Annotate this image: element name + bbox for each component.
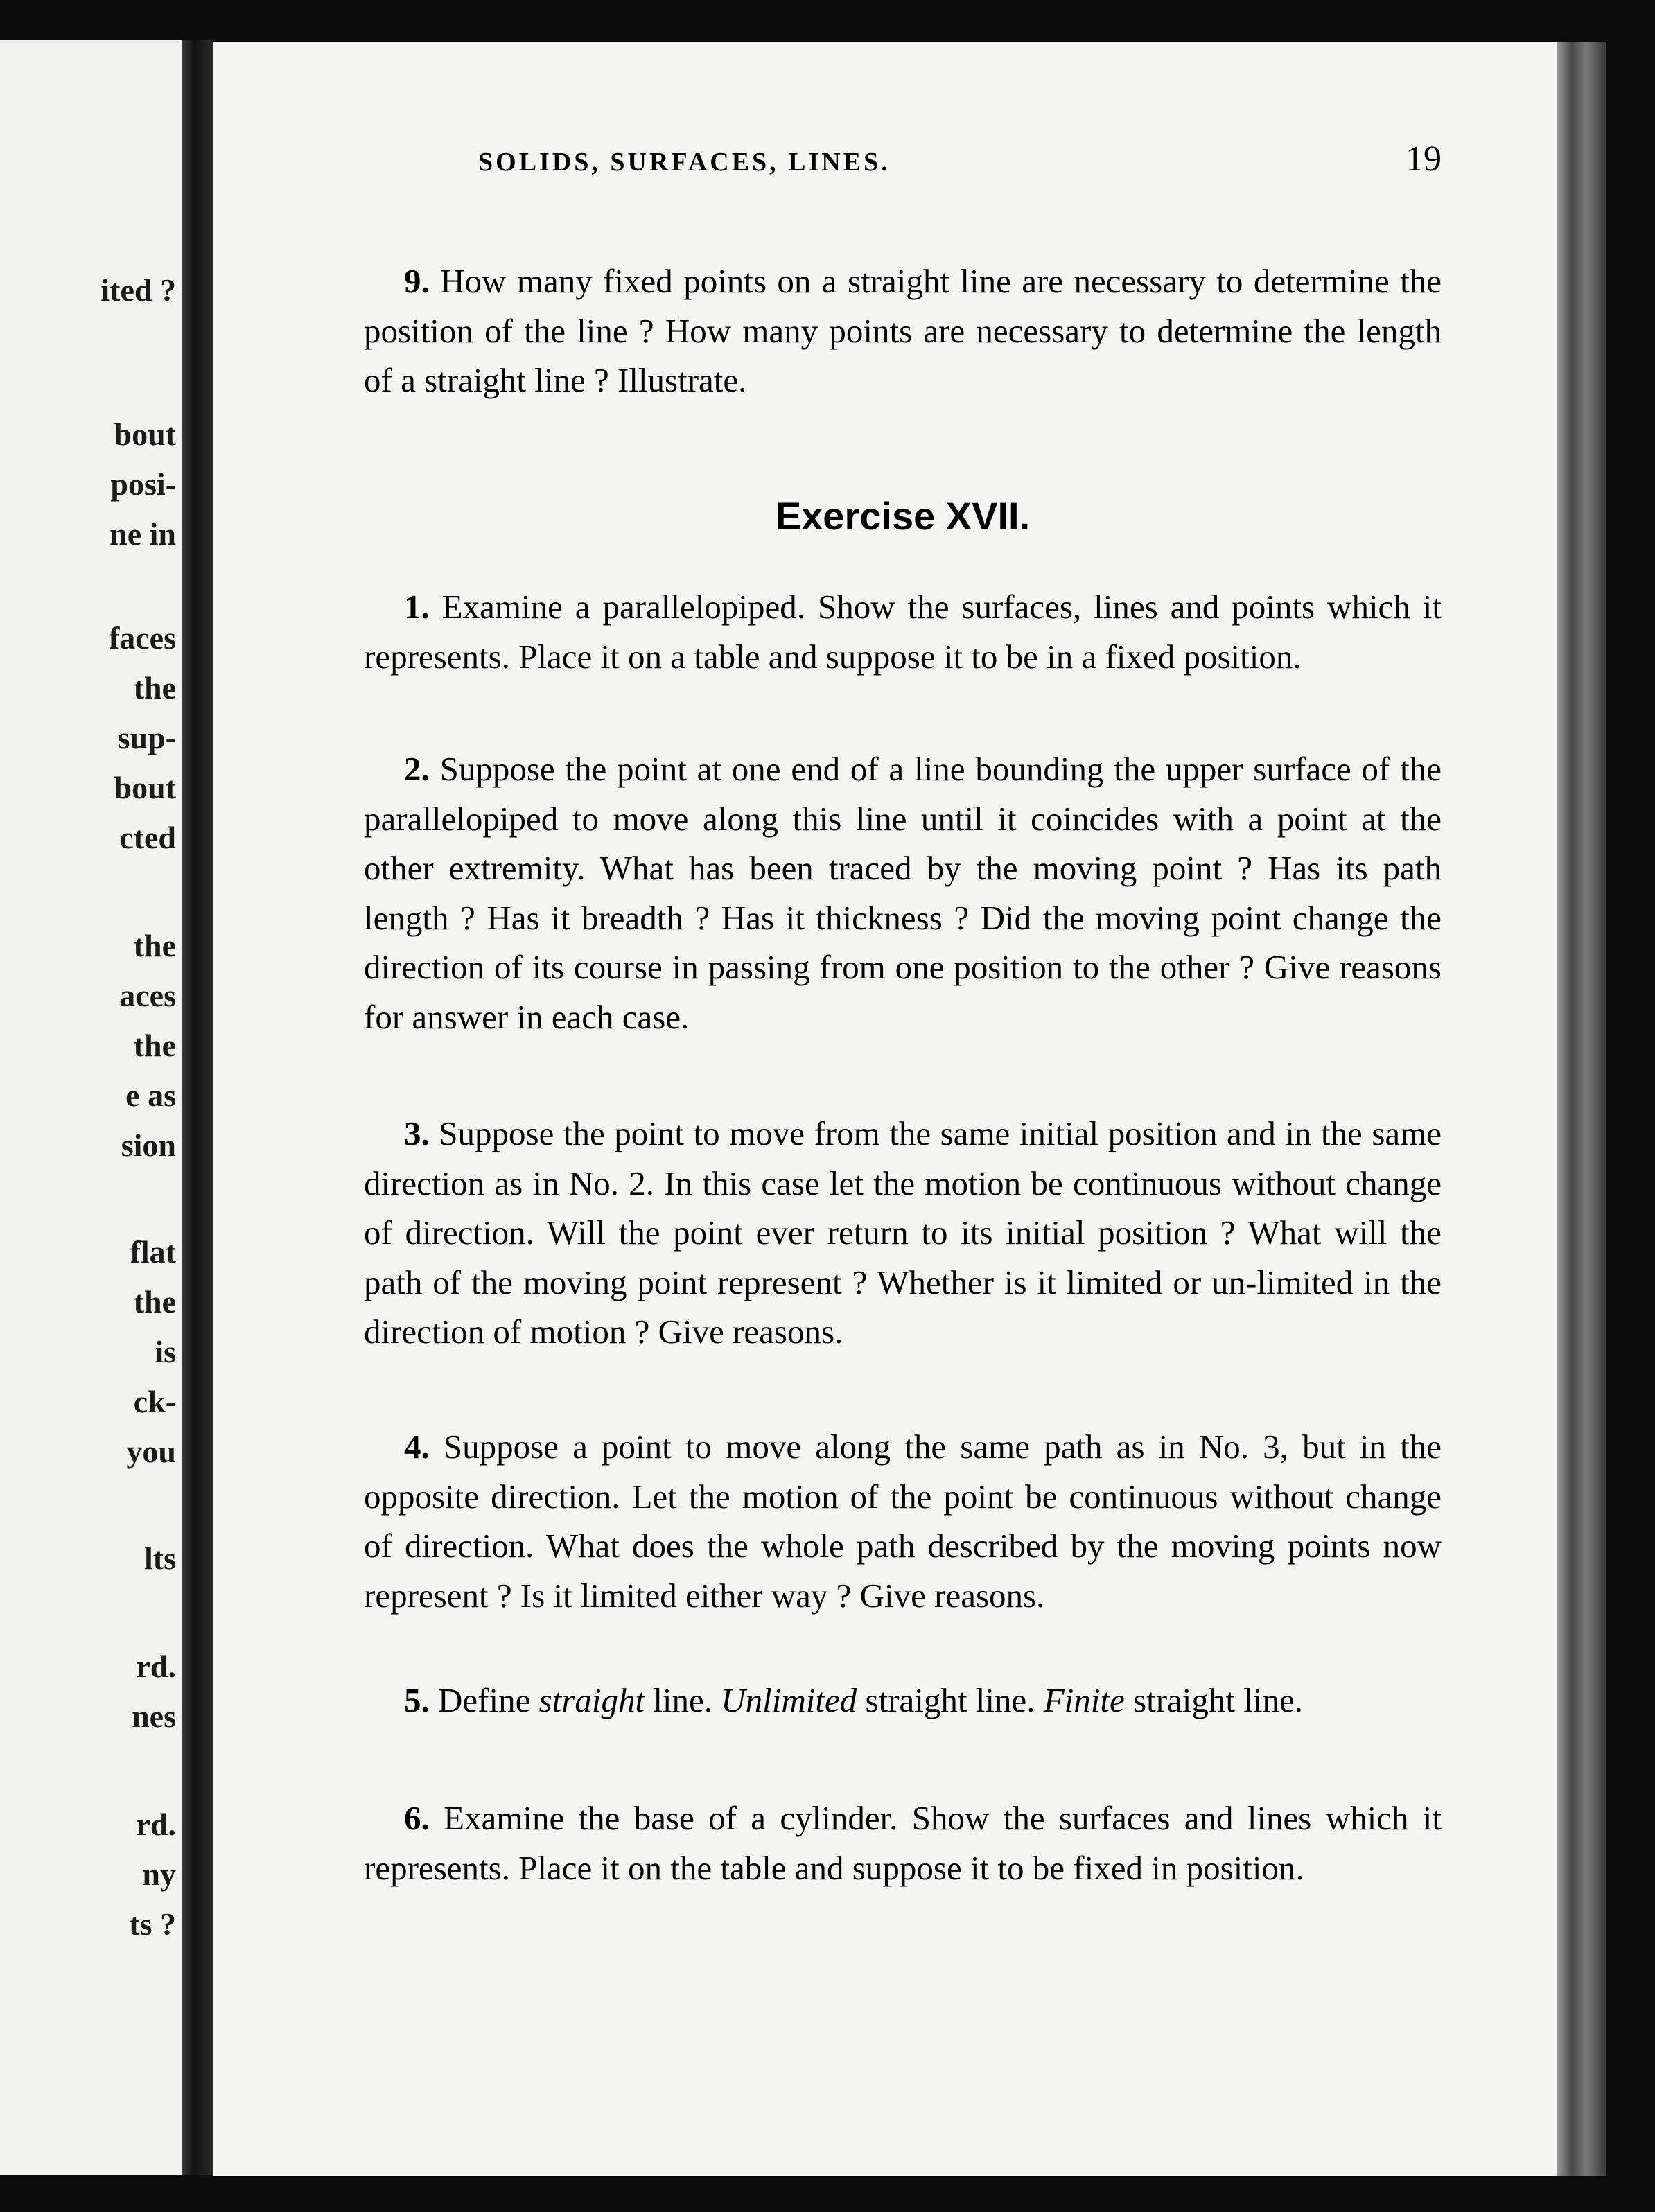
facing-page-line: ny — [142, 1857, 176, 1892]
facing-page-line: nes — [132, 1698, 176, 1734]
item-number: 5. — [404, 1681, 430, 1719]
facing-page-line: the — [133, 1028, 176, 1063]
item-italic: Unlimited — [721, 1681, 857, 1719]
running-head — [478, 139, 1442, 194]
facing-page-line: faces — [108, 620, 176, 656]
facing-page-line: bout — [114, 770, 176, 805]
item-number: 1. — [404, 588, 430, 626]
exercise-item — [364, 1422, 1442, 1620]
item-text: Examine the base of a cylinder. Show the surfaces and lines which it represents. Place it on the table and suppose it to be fixed in position. — [364, 1799, 1442, 1887]
facing-page-line: ne in — [110, 516, 176, 552]
item-text: straight line. — [865, 1681, 1035, 1719]
facing-page-line: sup- — [117, 720, 176, 755]
item-text: Suppose the point to move from the same initial position and in the same direction as in No. 2. In this case let the motion be continuous without change of direction. Will the point ever return to its initial position ? What will the path of the moving point represent ? Whether is it limited or un-limited in the direction of motion ? Give reasons. — [364, 1114, 1442, 1351]
question-number: 9. — [404, 262, 430, 300]
facing-page-line: cted — [119, 820, 176, 855]
facing-page-line: ck- — [133, 1384, 176, 1419]
facing-page-line: ts ? — [129, 1906, 176, 1942]
item-italic: Finite — [1043, 1681, 1125, 1719]
item-number: 2. — [404, 750, 430, 788]
facing-page-line: the — [133, 1284, 176, 1319]
item-italic: straight — [538, 1681, 645, 1719]
exercise-item — [364, 1793, 1442, 1893]
exercise-item — [364, 1109, 1442, 1357]
facing-page-line: sion — [121, 1127, 176, 1163]
exercise-heading: Exercise XVII. — [775, 494, 1031, 538]
item-text: Examine a parallelopiped. Show the surfaces, lines and points which it represents. Place it on a table and suppose it to be in a fixed position. — [364, 588, 1442, 676]
item-text: Suppose the point at one end of a line bounding the upper surface of the parallelopiped to move along this line until it coincides with a point at the other extremity. What has been traced by the moving point ? Has its path length ? Has it breadth ? Has it thickness ? Did the moving point change the direction of its course in passing from one position to the other ? Give reasons for answer in each case. — [364, 750, 1442, 1036]
facing-page-line: flat — [130, 1234, 176, 1270]
facing-page-line: rd. — [136, 1649, 176, 1684]
exercise-item — [364, 744, 1442, 1042]
exercise-item — [364, 582, 1442, 681]
item-text: Define — [438, 1681, 531, 1719]
facing-page-line: the — [133, 670, 176, 705]
question-paragraph — [364, 256, 1442, 405]
facing-page-line: ited ? — [100, 272, 176, 308]
facing-page-line: e as — [125, 1078, 176, 1113]
item-text: straight line. — [1133, 1681, 1303, 1719]
item-number: 3. — [404, 1114, 430, 1152]
facing-page-line: aces — [119, 978, 176, 1013]
facing-page-line: posi- — [110, 466, 176, 502]
exercise-item — [364, 1676, 1442, 1726]
running-title: SOLIDS, SURFACES, LINES. — [478, 148, 891, 177]
page-edge — [1557, 42, 1606, 2176]
item-text: line. — [653, 1681, 713, 1719]
item-text: Suppose a point to move along the same path as in No. 3, but in the opposite direction. Let the motion of the point be continuous without change of direction. What does the whole path described by the moving points now represent ? Is it limited either way ? Give reasons. — [364, 1428, 1442, 1615]
item-number: 6. — [404, 1799, 430, 1837]
facing-page — [0, 40, 182, 2175]
page-number: 19 — [1406, 139, 1442, 179]
facing-page-line: the — [133, 928, 176, 963]
item-number: 4. — [404, 1428, 430, 1466]
book-gutter — [182, 40, 213, 2175]
facing-page-line: is — [155, 1334, 176, 1369]
facing-page-line: lts — [144, 1540, 176, 1576]
facing-page-line: you — [126, 1434, 176, 1469]
question-text: How many fixed points on a straight line are necessary to determine the position of the line ? How many points are necessary to determine the length of a straight line ? Illustrate. — [364, 262, 1442, 399]
facing-page-line: rd. — [136, 1807, 176, 1842]
facing-page-line: bout — [114, 416, 176, 452]
